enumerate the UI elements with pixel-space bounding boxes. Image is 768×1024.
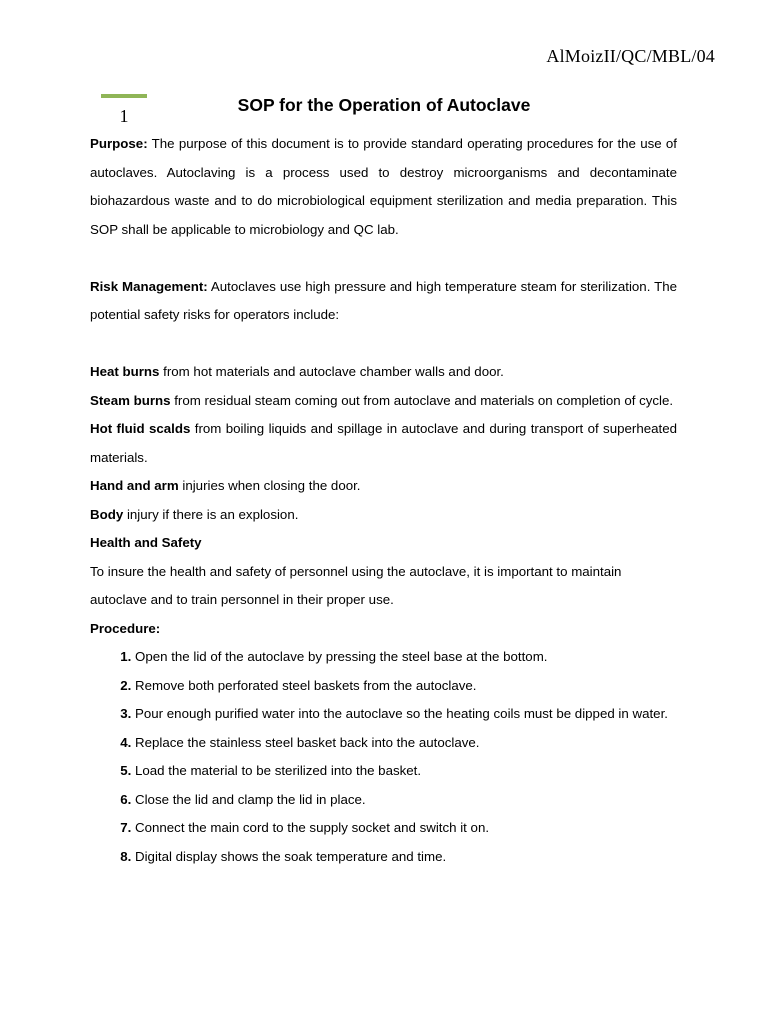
risk-item xyxy=(90,472,677,501)
risk-item-text: injury if there is an explosion. xyxy=(123,506,299,522)
risk-item-label: Hot fluid scalds xyxy=(90,421,191,436)
risk-item xyxy=(90,501,677,530)
purpose-paragraph xyxy=(90,130,677,244)
procedure-step: 1. Open the lid of the autoclave by pressing the steel base at the bottom. xyxy=(135,643,677,672)
risk-management-text: Autoclaves use high pressure and high temperature steam for sterilization. The potential safety risks for operators include: xyxy=(90,278,677,322)
document-title: SOP for the Operation of Autoclave xyxy=(237,95,531,115)
spacer xyxy=(90,330,677,359)
health-safety-paragraph: To insure the health and safety of personnel using the autoclave, it is important to maintain autoclave and to train personnel in their proper use. xyxy=(90,563,622,607)
risk-item xyxy=(90,415,677,472)
page-number: 1 xyxy=(119,106,129,126)
procedure-step: 6. Close the lid and clamp the lid in place. xyxy=(135,786,677,815)
spacer xyxy=(90,244,677,273)
risk-item-label: Heat burns xyxy=(90,364,160,379)
risk-item-text: injuries when closing the door. xyxy=(178,478,361,493)
procedure-steps-list xyxy=(90,643,677,871)
risk-item xyxy=(90,358,677,387)
risk-management-paragraph xyxy=(90,273,677,330)
purpose-label: Purpose: xyxy=(90,136,148,151)
risk-item-text: from hot materials and autoclave chamber walls and door. xyxy=(159,364,504,379)
risk-item-label: Hand and arm xyxy=(90,478,179,493)
procedure-step: 7. Connect the main cord to the supply socket and switch it on. xyxy=(135,814,677,843)
procedure-step: 4. Replace the stainless steel basket back into the autoclave. xyxy=(135,729,677,758)
risk-item-label: Body xyxy=(90,506,124,522)
risk-item-label: Steam burns xyxy=(90,392,171,408)
risk-management-label: Risk Management: xyxy=(90,278,208,294)
health-safety-heading-text: Health and Safety xyxy=(90,535,202,550)
health-safety-heading xyxy=(90,529,677,558)
purpose-text: The purpose of this document is to provide standard operating procedures for the use of autoclaves. Autoclaving is a process used to destroy microorganisms and decontaminate biohazardous waste and to do microbiological equipment sterilization and media preparation. This SOP shall be applicable to microbiology and QC lab. xyxy=(90,136,677,237)
procedure-step: 5. Load the material to be sterilized into the basket. xyxy=(135,757,677,786)
risk-item-text: from residual steam coming out from autoclave and materials on completion of cycle. xyxy=(170,392,674,408)
procedure-step: 2. Remove both perforated steel baskets from the autoclave. xyxy=(135,672,677,701)
procedure-heading xyxy=(90,615,677,644)
document-code: AlMoizII/QC/MBL/04 xyxy=(546,46,715,66)
risk-item xyxy=(90,387,677,416)
procedure-step: 8. Digital display shows the soak temperature and time. xyxy=(135,843,677,872)
procedure-step: 3. Pour enough purified water into the autoclave so the heating coils must be dipped in water. xyxy=(135,700,677,729)
document-body xyxy=(90,130,677,871)
procedure-heading-text: Procedure: xyxy=(90,620,161,636)
risk-item-text: from boiling liquids and spillage in autoclave and during transport of superheated materials. xyxy=(90,421,677,465)
